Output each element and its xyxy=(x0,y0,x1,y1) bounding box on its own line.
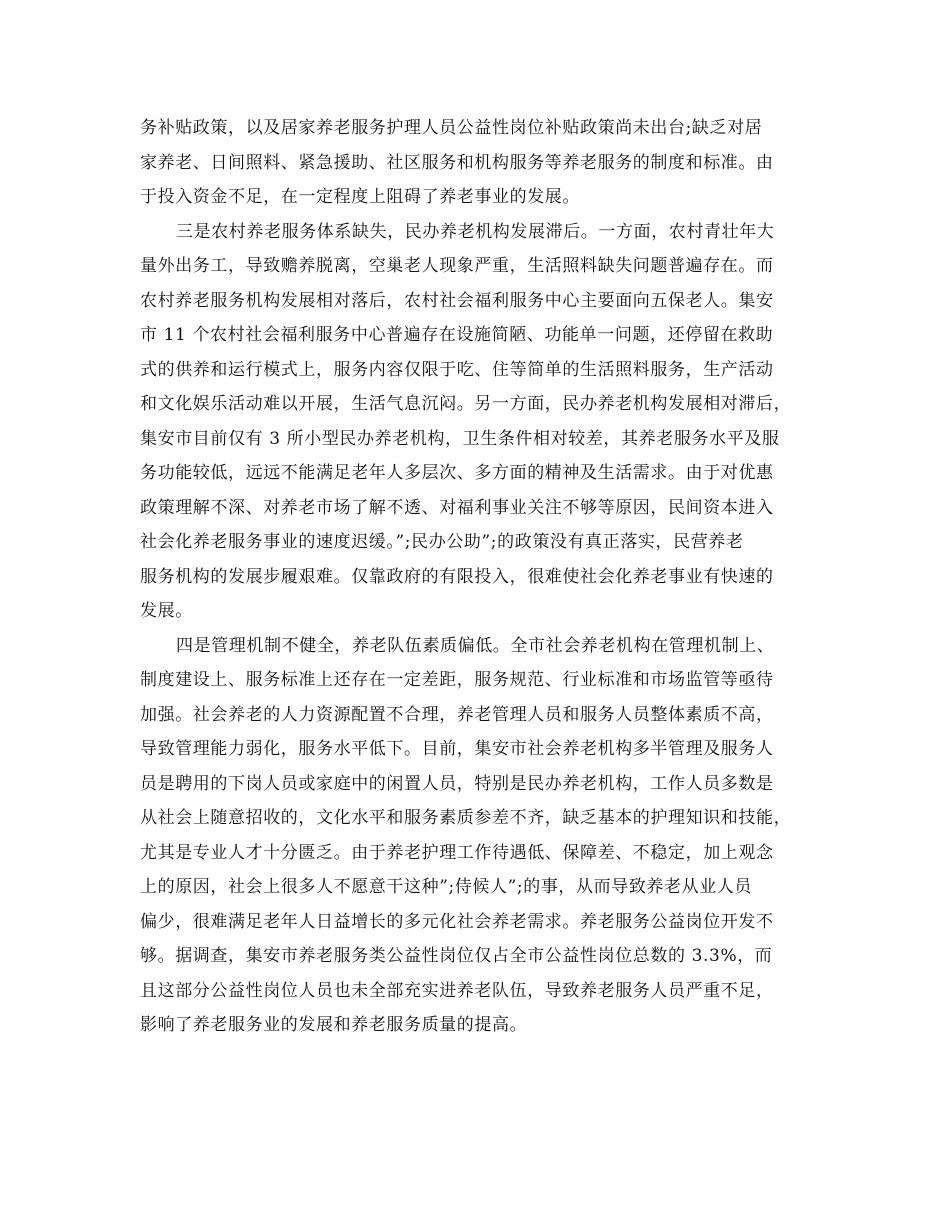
text-line: 导致管理能力弱化，服务水平低下。目前，集安市社会养老机构多半管理及服务人 xyxy=(140,739,774,759)
text-line: 上的原因，社会上很多人不愿意干这种”;侍候人”;的事，从而导致养老从业人员 xyxy=(140,877,753,897)
text-line: 社会化养老服务事业的速度迟缓。”;民办公助”;的政策没有真正落实，民营养老 xyxy=(140,532,744,552)
text-line: 尤其是专业人才十分匮乏。由于养老护理工作待遇低、保障差、不稳定，加上观念 xyxy=(140,842,774,863)
text-line: 四是管理机制不健全，养老队伍素质偏低。全市社会养老机构在管理机制上、 xyxy=(176,635,775,656)
text-line: 从社会上随意招收的，文化水平和服务素质参差不齐，缺乏基本的护理知识和技能， xyxy=(140,808,792,828)
text-line: 影响了养老服务业的发展和养老服务质量的提高。 xyxy=(140,1015,528,1035)
text-line: 制度建设上、服务标准上还存在一定差距，服务规范、行业标准和市场监管等亟待 xyxy=(140,670,774,690)
text-line: 式的供养和运行模式上，服务内容仅限于吃、住等简单的生活照料服务，生产活动 xyxy=(140,359,774,380)
text-line: 且这部分公益性岗位人员也未全部充实进养老队伍，导致养老服务人员严重不足， xyxy=(140,980,774,1001)
text-line: 三是农村养老服务体系缺失，民办养老机构发展滞后。一方面，农村青壮年大 xyxy=(176,221,775,242)
text-line: 员是聘用的下岗人员或家庭中的闲置人员，特别是民办养老机构，工作人员多数是 xyxy=(140,773,774,794)
text-line: 家养老、日间照料、紧急援助、社区服务和机构服务等养老服务的制度和标准。由 xyxy=(140,152,774,173)
text-line: 加强。社会养老的人力资源配置不合理，养老管理人员和服务人员整体素质不高， xyxy=(140,704,774,725)
text-line: 偏少，很难满足老年人日益增长的多元化社会养老需求。养老服务公益岗位开发不 xyxy=(140,911,774,932)
text-line: 务补贴政策，以及居家养老服务护理人员公益性岗位补贴政策尚未出台;缺乏对居 xyxy=(140,118,763,138)
text-line: 够。据调查，集安市养老服务类公益性岗位仅占全市公益性岗位总数的 3.3%，而 xyxy=(140,946,773,966)
text-line: 务功能较低，远远不能满足老年人多层次、多方面的精神及生活需求。由于对优惠 xyxy=(140,463,774,483)
text-line: 量外出务工，导致赡养脱离，空巢老人现象严重，生活照料缺失问题普遍存在。而 xyxy=(140,256,774,276)
text-line: 集安市目前仅有 3 所小型民办养老机构，卫生条件相对较差，其养老服务水平及服 xyxy=(140,428,780,449)
text-line: 发展。 xyxy=(140,601,193,621)
text-line: 和文化娱乐活动难以开展，生活气息沉闷。另一方面，民办养老机构发展相对滞后， xyxy=(140,394,792,414)
text-line: 于投入资金不足，在一定程度上阻碍了养老事业的发展。 xyxy=(140,187,580,207)
text-line: 服务机构的发展步履艰难。仅靠政府的有限投入，很难使社会化养老事业有快速的 xyxy=(140,566,774,587)
document-body xyxy=(140,111,820,1043)
text-line: 政策理解不深、对养老市场了解不透、对福利事业关注不够等原因，民间资本进入 xyxy=(140,497,774,518)
text-line: 农村养老服务机构发展相对落后，农村社会福利服务中心主要面向五保老人。集安 xyxy=(140,290,774,311)
text-line: 市 11 个农村社会福利服务中心普遍存在设施简陋、功能单一问题，还停留在救助 xyxy=(140,325,774,345)
